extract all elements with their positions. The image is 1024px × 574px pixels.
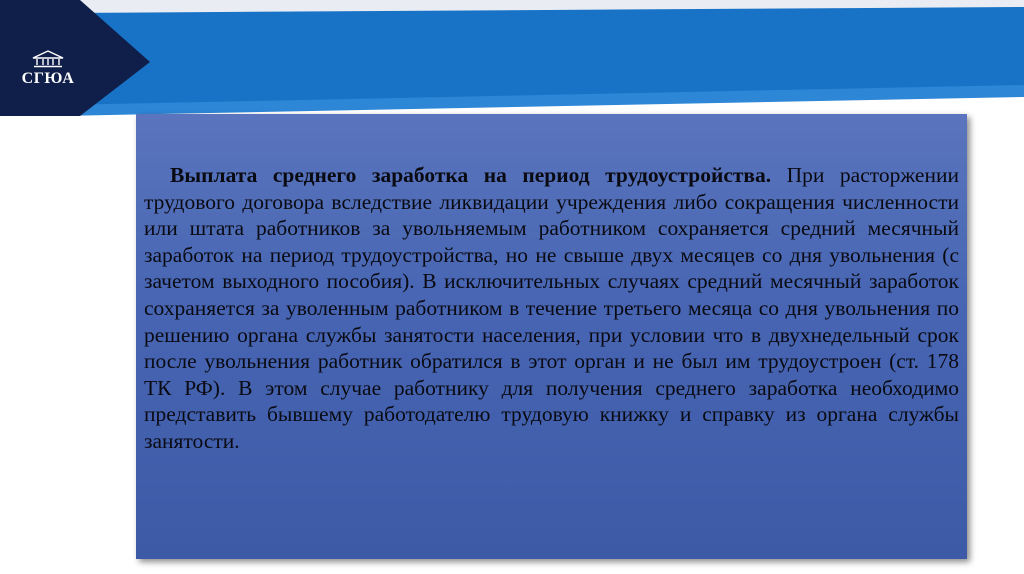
header-banner xyxy=(0,0,1024,120)
university-building-icon xyxy=(31,50,65,68)
content-paragraph xyxy=(144,162,959,455)
logo xyxy=(14,50,82,98)
content-heading: Выплата среднего заработка на период трудоустройства. xyxy=(170,163,772,187)
logo-text: СГЮА xyxy=(21,70,75,87)
content-box xyxy=(136,114,967,559)
content-body: При расторжении трудового договора вследствие ликвидации учреждения либо сокращения численности или штата работников за увольняемым работником сохраняется средний месячный заработок на период трудоустройства, но не свыше двух месяцев со дня увольнения (с зачетом выходного пособия). В исключительных случаях средний месячный заработок сохраняется за уволенным работником в течение третьего месяца со дня увольнения по решению органа службы занятости населения, при условии что в двухнедельный срок после увольнения работник обратился в этот орган и не был им трудоустроен (ст. 178 ТК РФ). В этом случае работнику для получения среднего заработка необходимо представить бывшему работодателю трудовую книжку и справку из органа службы занятости. xyxy=(144,163,959,453)
